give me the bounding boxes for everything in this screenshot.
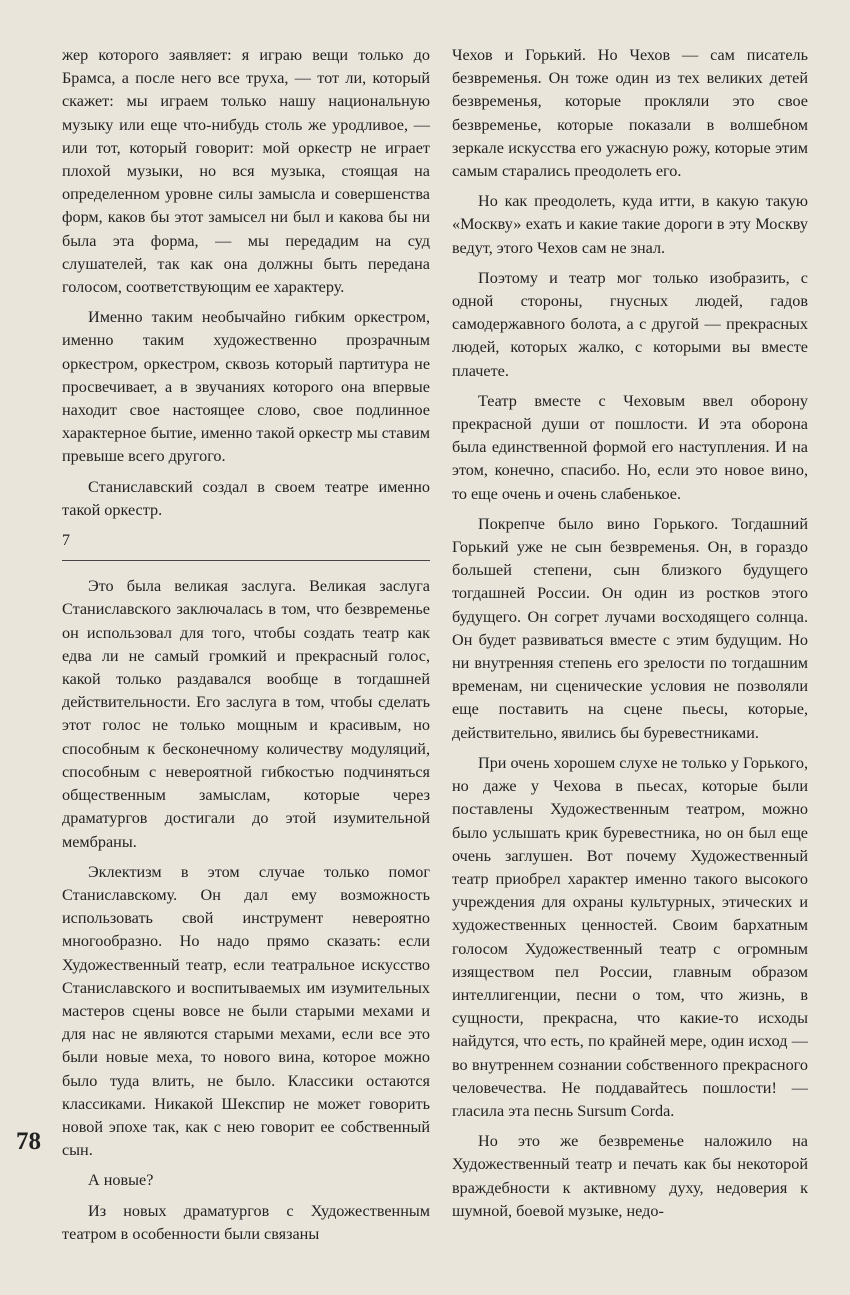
section-number: 7 [62, 532, 70, 550]
paragraph: Театр вместе с Чеховым ввел оборону прекрасной души от пошлости. И эта оборона была единственной формой его наступления. И на этом, конечно, спасибо. Но, если это новое вино, то еще очень и очень слабенькое. [452, 391, 808, 503]
paragraph: Из новых драматургов с Художественным театром в особенности были связаны [62, 1201, 430, 1243]
section-divider [62, 560, 430, 561]
paragraph: Покрепче было вино Горького. Тогдашний Горький уже не сын безвременья. Он, в гораздо большей степени, сын близкого будущего тогдашней России. Он один из ростков этого будущего. Он согрет лучами восходящего солнца. Он будет развиваться вместе с этим будущим. Но ни внутренняя степень его зрелости по тогдашним временам, ни сценические условия не позволяли еще поставить на сцене пьесы, которые, действительно, явились бы буревестниками. [452, 514, 808, 742]
left-column [62, 44, 430, 1246]
paragraph: Но как преодолеть, куда итти, в какую такую «Москву» ехать и какие такие дороги в эту Москву ведут, этого Чехов сам не знал. [452, 192, 808, 257]
paragraph: жер которого заявляет: я играю вещи только до Брамса, а после него все труха, — тот ли, который скажет: мы играем только нашу национальную музыку или еще что-нибудь столь же уродливое, — или тот, который говорит: мой оркестр не играет плохой музыки, но вся музыка, стоящая на определенном уровне силы замысла и совершенства форм, каков бы этот замысел ни был и какова бы ни была эта форма, — мы передадим на суд слушателей, так как она должны быть передана голосом, соответствующим ее характеру. [62, 46, 430, 297]
paragraph: При очень хорошем слухе не только у Горького, но даже у Чехова в пьесах, которые были поставлены Художественным театром, можно было услышать крик буревестника, но он был еще очень заглушен. Вот почему Художественный театр приобрел характер именно такого высокого учреждения для охраны культурных, этических и художественных ценностей. Своим бархатным голосом Художественный театр с огромным изяществом пел России, главным образом интеллигенции, песни о том, что жизнь, в сущности, прекрасна, что какие-то исходы найдутся, что есть, по крайней мере, один исход — во внутреннем сознании собственного прекрасного человечества. Не поддавайтесь пошлости! — гласила эта песнь Sursum Corda. [452, 753, 808, 1120]
paragraph: Это была великая заслуга. Великая заслуга Станиславского заключалась в том, что безвременье он использовал для того, чтобы создать театр как едва ли не самый громкий и прекрасный голос, какой только раздавался вообще в тогдашней действительности. Его заслуга в том, чтобы сделать этот голос не только мощным и красивым, но способным к бесконечному количеству модуляций, способным с невероятной гибкостью подчиняться общественным замыслам, которые через драматургов достигали до этой изумительной мембраны. [62, 577, 430, 851]
paragraph: Чехов и Горький. Но Чехов — сам писатель безвременья. Он тоже один из тех великих детей безвременья, которые прокляли это свое безвременье, которые показали в волшебном зеркале искусства его ужасную рожу, которые этим самым старались преодолеть его. [452, 46, 808, 181]
paragraph: Именно таким необычайно гибким оркестром, именно таким художественно прозрачным оркестром, оркестром, сквозь который партитура не просвечивает, а в звучаниях которого она впервые находит свое настоящее слово, свое подлинное характерное бытие, именно такой оркестр мы ставим превыше всего другого. [62, 308, 430, 466]
page-number: 78 [16, 1128, 41, 1155]
paragraph: Но это же безвременье наложило на Художественный театр и печать как бы некоторой враждебности к активному духу, недоверия к шумной, боевой музыке, недо- [452, 1132, 808, 1220]
paragraph: А новые? [88, 1171, 154, 1190]
paragraph: Станиславский создал в своем театре именно такой оркестр. [62, 477, 430, 519]
paragraph: Эклектизм в этом случае только помог Станиславскому. Он дал ему возможность использовать свой инструмент невероятно многообразно. Но надо прямо сказать: если Художественный театр, если театральное искусство Станиславского и воспитываемых им изумительных мастеров сцены вовсе не были старыми мехами и для нас не являются старыми мехами, если все это были новые меха, то нового вина, которое можно было туда влить, не было. Классики остаются классиками. Никакой Шекспир не может говорить новой эпохе так, как с нею говорит ее собственный сын. [62, 862, 430, 1160]
right-column [452, 44, 808, 1223]
paragraph: Поэтому и театр мог только изобразить, с одной стороны, гнусных людей, гадов самодержавного болота, а с другой — прекрасных людей, которых жалко, с которыми вы вместе плачете. [452, 268, 808, 380]
